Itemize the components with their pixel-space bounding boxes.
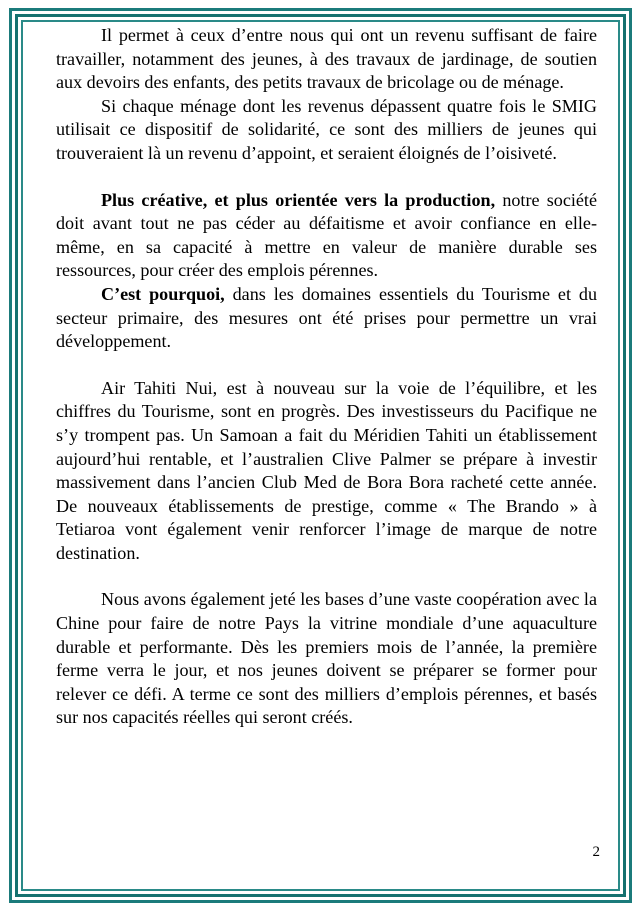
- document-body: [56, 24, 597, 864]
- paragraph-1: [56, 24, 597, 95]
- paragraph-4-lead-bold: C’est pourquoi,: [101, 283, 225, 304]
- paragraph-3-lead-bold: Plus créative, et plus orientée vers la production,: [101, 189, 496, 210]
- paragraph-spacer-2: [56, 354, 597, 377]
- paragraph-4-text: dans les domaines essentiels du Tourisme et du secteur primaire, des mesures ont été prises pour permettre un vrai développement.: [56, 283, 597, 352]
- paragraph-5: [56, 377, 597, 566]
- paragraph-4: [56, 283, 597, 354]
- paragraph-5-text: Air Tahiti Nui, est à nouveau sur la voie de l’équilibre, et les chiffres du Tourisme, sont en progrès. Des investisseurs du Pacifique ne s’y trompent pas. Un Samoan a fait du Méridien Tahiti un établissement aujourd’hui rentable, et l’australien Clive Palmer se prépare à investir massivement dans l’ancien Club Med de Bora Bora racheté cette année. De nouveaux établissements de prestige, comme « The Brando » à Tetiaroa vont également venir renforcer l’image de marque de notre destination.: [56, 377, 597, 563]
- paragraph-2-text: Si chaque ménage dont les revenus dépassent quatre fois le SMIG utilisait ce dispositif de solidarité, ce sont des milliers de jeunes qui trouveraient là un revenu d’appoint, et seraient éloignés de l’oisiveté.: [56, 95, 597, 163]
- page-number: 2: [592, 844, 600, 860]
- paragraph-2: [56, 95, 597, 166]
- paragraph-spacer-3: [56, 565, 597, 588]
- paragraph-3: [56, 189, 597, 283]
- paragraph-1-text: Il permet à ceux d’entre nous qui ont un revenu suffisant de faire travailler, notamment des jeunes, à des travaux de jardinage, de soutien aux devoirs des enfants, des petits travaux de bricolage ou de ménage.: [56, 25, 597, 93]
- paragraph-6: [56, 588, 597, 730]
- paragraph-6-text: Nous avons également jeté les bases d’une vaste coopération avec la Chine pour faire de notre Pays la vitrine mondiale d’une aquaculture durable et performante. Dès les premiers mois de l’année, la première ferme verra le jour, et nos jeunes doivent se préparer se former pour relever ce défi. A terme ce sont des milliers d’emplois pérennes, et basés sur nos capacités réelles qui seront créés.: [56, 589, 597, 728]
- paragraph-spacer-1: [56, 166, 597, 189]
- paragraph-3-text: notre société doit avant tout ne pas céder au défaitisme et avoir confiance en elle-même, en sa capacité à mettre en valeur de manière durable ses ressources, pour créer des emplois pérennes.: [56, 189, 597, 281]
